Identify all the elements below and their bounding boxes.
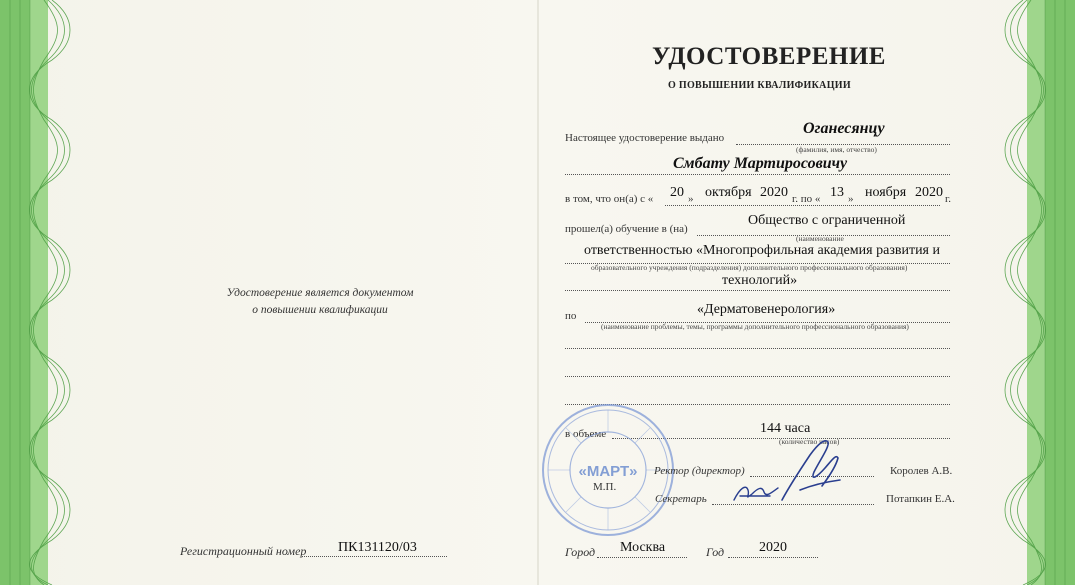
start-day-close: »	[688, 193, 694, 205]
org-line3: технологий»	[722, 273, 798, 288]
program-hint: (наименование проблемы, темы, программы дополнительного профессионального образования)	[601, 322, 909, 331]
end-day: 13	[830, 185, 844, 200]
certificate-title: УДОСТОВЕРЕНИЕ	[652, 43, 886, 70]
surname-value: Оганесянцу	[803, 120, 885, 137]
secretary-name: Потапкин Е.А.	[886, 493, 955, 505]
left-note-line1: Удостоверение является документом	[226, 287, 414, 299]
right-guilloche-border	[995, 0, 1075, 585]
org-line2: ответственностью «Многопрофильная академия развития и	[584, 243, 940, 258]
volume-label: в объеме	[565, 428, 607, 440]
end-day-close: »	[848, 193, 854, 205]
year-label: Год	[706, 545, 725, 559]
end-month: ноября	[865, 185, 907, 200]
stamp-center-text: «МАРТ»	[578, 463, 638, 480]
given-names-line	[565, 174, 950, 175]
training-label: прошел(а) обучение в (на)	[565, 223, 688, 235]
certificate-subtitle: О ПОВЫШЕНИИ КВАЛИФИКАЦИИ	[668, 80, 851, 91]
rector-label: Ректор (директор)	[654, 465, 745, 477]
org-line3-rule	[565, 290, 950, 291]
org-hint2: образовательного учреждения (подразделения) дополнительного профессионального образования)	[591, 263, 908, 272]
end-year: 2020	[915, 185, 943, 200]
volume-value: 144 часа	[760, 421, 811, 436]
program-value: «Дерматовенерология»	[697, 302, 836, 317]
start-suffix: г. по «	[792, 193, 821, 205]
blank-line-1	[565, 348, 950, 349]
city-label: Город	[565, 545, 596, 559]
start-year: 2020	[760, 185, 788, 200]
name-hint: (фамилия, имя, отчество)	[796, 145, 877, 154]
registration-label: Регистрационный номер	[180, 544, 307, 558]
secretary-signature	[730, 478, 790, 508]
registration-line	[302, 556, 447, 557]
period-line	[665, 205, 940, 206]
registration-number: ПК131120/03	[338, 540, 417, 555]
secretary-label: Секретарь	[655, 493, 707, 505]
rector-name: Королев А.В.	[890, 465, 953, 477]
city-value: Москва	[620, 540, 666, 555]
year-line	[728, 557, 818, 558]
org-hint1: (наименование	[796, 234, 844, 243]
city-line	[597, 557, 687, 558]
blank-line-2	[565, 376, 950, 377]
end-suffix: г.	[945, 193, 952, 205]
left-note-line2: о повышении квалификации	[252, 304, 388, 316]
start-day: 20	[670, 185, 684, 200]
org-line1: Общество с ограниченной	[748, 213, 906, 228]
program-label: по	[565, 310, 577, 322]
mp-label: М.П.	[593, 481, 617, 493]
issued-label: Настоящее удостоверение выдано	[565, 132, 725, 144]
start-month: октября	[705, 185, 752, 200]
given-names-value: Смбату Мартиросовичу	[673, 155, 848, 172]
volume-hint: (количество часов)	[779, 437, 840, 446]
left-guilloche-border	[0, 0, 80, 585]
year-value: 2020	[759, 540, 787, 555]
period-prefix: в том, что он(а) с «	[565, 193, 654, 205]
